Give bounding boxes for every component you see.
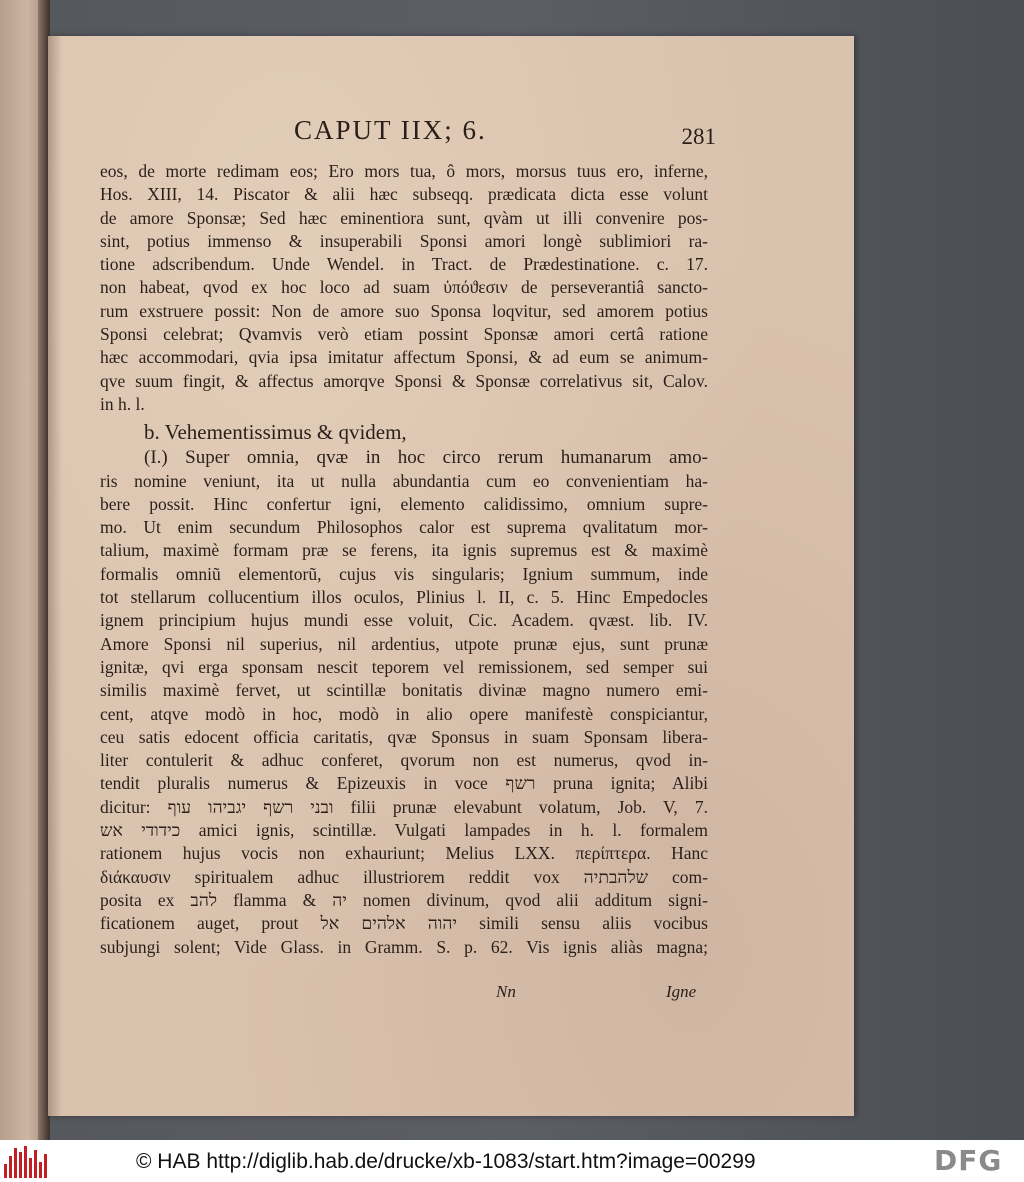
- paragraph-line: ris nomine veniunt, ita ut nulla abundantia cum eo convenientiam ha-: [100, 470, 708, 491]
- text-line: Hos. XIII, 14. Piscator & alii hæc subseqq. prædicata dicta esse volunt: [100, 184, 708, 205]
- text-line: sint, potius immenso & insuperabili Sponsi amori longè sublimiori ra-: [100, 230, 708, 251]
- paragraph-line: similis maximè fervet, ut scintillæ bonitatis divinæ magno numero emi-: [100, 680, 708, 701]
- paragraph-line: posita ex להב flamma & יה nomen divinum, qvod alii additum signi-: [100, 889, 708, 910]
- signature-mark: Nn: [496, 982, 516, 1001]
- paragraph-line: ignem principium hujus mundi esse voluit, Cic. Academ. qvæst. lib. IV.: [100, 610, 708, 631]
- running-head: CAPUT IIX; 6.: [294, 115, 487, 145]
- paragraph-line: ficationem auget, prout יהוה אלהים אל simili sensu aliis vocibus: [100, 913, 708, 934]
- copyright-link[interactable]: © HAB http://diglib.hab.de/drucke/xb-1083/start.htm?image=00299: [136, 1150, 756, 1173]
- paragraph-line: διάκαυσιν spiritualem adhuc illustriorem reddit vox שלהבתיה com-: [100, 866, 708, 887]
- section-heading: b. Vehementissimus & qvidem,: [144, 420, 407, 445]
- paragraph-line: ignitæ, qvi erga sponsam nescit teporem vel remissionem, sed semper sui: [100, 656, 708, 677]
- paragraph-line: Amore Sponsi nil superius, nil ardentius, utpote prunæ ejus, sunt prunæ: [100, 633, 708, 654]
- text-line: tione adscribendum. Unde Wendel. in Tract. de Prædestinatione. c. 17.: [100, 254, 708, 275]
- paragraph-line: (I.) Super omnia, qvæ in hoc circo rerum humanarum amo-: [144, 447, 708, 469]
- text-line: hæc accommodari, qvia ipsa imitatur affectum Sponsi, & ad eum se animum-: [100, 347, 708, 368]
- page-gutter-shadow: [48, 36, 62, 1116]
- text-line: qve suum fingit, & affectus amorqve Sponsi & Sponsæ correlativus sit, Calov.: [100, 370, 708, 391]
- paragraph-line: ceu satis edocent officia caritatis, qvæ Sponsus in suam Sponsam libera-: [100, 726, 708, 747]
- dfg-logo: DFG: [934, 1144, 1003, 1177]
- page-text: [100, 160, 708, 959]
- paragraph-line: liter contulerit & adhuc conferet, qvorum non est numerus, qvod in-: [100, 750, 708, 771]
- text-line: in h. l.: [100, 393, 145, 414]
- catchword: Igne: [666, 982, 697, 1001]
- viewer-footer: [0, 1140, 1024, 1182]
- text-line: eos, de morte redimam eos; Ero mors tua, ô mors, morsus tuus ero, inferne,: [100, 161, 708, 181]
- text-line: Sponsi celebrat; Qvamvis verò etiam possint Sponsæ amori certâ ratione: [100, 324, 708, 345]
- paragraph-line: dicitur: ובני רשף יגביהו עוף filii prunæ elevabunt volatum, Job. V, 7.: [100, 796, 708, 817]
- hab-logo-icon: [4, 1144, 48, 1178]
- page-number: 281: [681, 124, 716, 149]
- paragraph-line: כידודי אש amici ignis, scintillæ. Vulgati lampades in h. l. formalem: [100, 820, 708, 841]
- paragraph-line: tot stellarum collucentium illos oculos, Plinius l. II, c. 5. Hinc Empedocles: [100, 587, 708, 608]
- paragraph-line: talium, maximè formam præ se ferens, ita ignis supremus est & maximè: [100, 540, 708, 561]
- text-line: de amore Sponsæ; Sed hæc eminentiora sunt, qvàm ut illi convenire pos-: [100, 207, 708, 228]
- paragraph-line: cent, atqve modò in hoc, modò in alio opere manifestè conspiciantur,: [100, 703, 708, 724]
- text-line: rum exstruere possit: Non de amore suo Sponsa loqvitur, sed amorem potius: [100, 300, 708, 321]
- paragraph-line: rationem hujus vocis non exhauriunt; Melius LXX. περίπτερα. Hanc: [100, 843, 708, 864]
- paragraph-line: tendit pluralis numerus & Epizeuxis in voce רשף pruna ignita; Alibi: [100, 773, 708, 794]
- paragraph-line: formalis omniũ elementorũ, cujus vis singularis; Ignium summum, inde: [100, 563, 708, 584]
- paragraph-line: bere possit. Hinc confertur igni, elemento calidissimo, omnium supre-: [100, 493, 708, 514]
- paragraph-line: mo. Ut enim secundum Philosophos calor est suprema qvalitatum mor-: [100, 517, 708, 538]
- paragraph-line: subjungi solent; Vide Glass. in Gramm. S. p. 62. Vis ignis aliàs magna;: [100, 936, 708, 957]
- text-line: non habeat, qvod ex hoc loco ad suam ὑπόϑεσιν de perseverantiâ sancto-: [100, 277, 708, 298]
